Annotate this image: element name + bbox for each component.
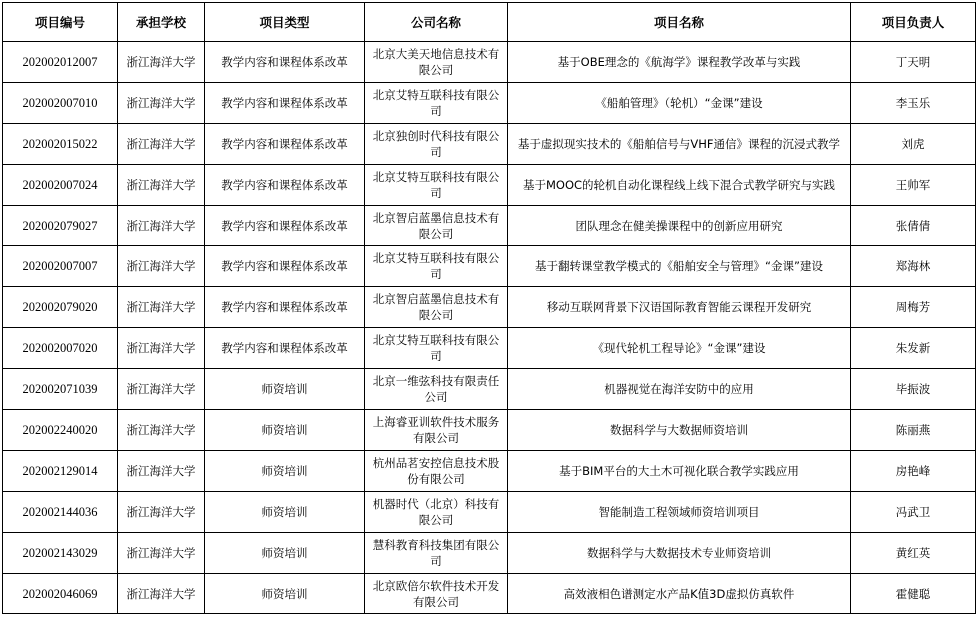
- table-row: [3, 205, 976, 246]
- table-row: [3, 573, 976, 614]
- project-leader-cell: 王帅军: [851, 164, 976, 205]
- company-name-cell: 北京大美天地信息技术有限公司: [365, 42, 508, 83]
- project-type-cell: 教学内容和课程体系改革: [205, 287, 365, 328]
- project-leader-cell: 丁天明: [851, 42, 976, 83]
- table-row: [3, 246, 976, 287]
- project-type-cell: 师资培训: [205, 450, 365, 491]
- project-code-cell: 202002012007: [3, 42, 118, 83]
- project-code-cell: 202002007024: [3, 164, 118, 205]
- school-cell: 浙江海洋大学: [118, 123, 205, 164]
- project-type-cell: 教学内容和课程体系改革: [205, 246, 365, 287]
- project-name-cell: 移动互联网背景下汉语国际教育智能云课程开发研究: [508, 287, 851, 328]
- school-cell: 浙江海洋大学: [118, 491, 205, 532]
- project-type-cell: 教学内容和课程体系改革: [205, 82, 365, 123]
- project-leader-cell: 陈丽燕: [851, 410, 976, 451]
- project-leader-cell: 房艳峰: [851, 450, 976, 491]
- header-project-code: 项目编号: [3, 3, 118, 42]
- project-name-cell: 基于虚拟现实技术的《船舶信号与VHF通信》课程的沉浸式教学: [508, 123, 851, 164]
- table-row: [3, 123, 976, 164]
- company-name-cell: 北京智启蓝墨信息技术有限公司: [365, 287, 508, 328]
- table-row: [3, 410, 976, 451]
- company-name-cell: 北京艾特互联科技有限公司: [365, 82, 508, 123]
- company-name-cell: 北京艾特互联科技有限公司: [365, 246, 508, 287]
- project-type-cell: 师资培训: [205, 369, 365, 410]
- project-name-cell: 基于OBE理念的《航海学》课程教学改革与实践: [508, 42, 851, 83]
- project-leader-cell: 黄红英: [851, 532, 976, 573]
- header-project-leader: 项目负责人: [851, 3, 976, 42]
- project-name-cell: 数据科学与大数据技术专业师资培训: [508, 532, 851, 573]
- table-row: [3, 532, 976, 573]
- school-cell: 浙江海洋大学: [118, 205, 205, 246]
- project-leader-cell: 朱发新: [851, 328, 976, 369]
- project-code-cell: 202002143029: [3, 532, 118, 573]
- company-name-cell: 机器时代（北京）科技有限公司: [365, 491, 508, 532]
- project-name-cell: 数据科学与大数据师资培训: [508, 410, 851, 451]
- company-name-cell: 北京艾特互联科技有限公司: [365, 328, 508, 369]
- project-type-cell: 师资培训: [205, 410, 365, 451]
- project-code-cell: 202002144036: [3, 491, 118, 532]
- projects-table: [2, 2, 976, 614]
- project-code-cell: 202002046069: [3, 573, 118, 614]
- school-cell: 浙江海洋大学: [118, 369, 205, 410]
- project-type-cell: 师资培训: [205, 573, 365, 614]
- company-name-cell: 北京欧倍尔软件技术开发有限公司: [365, 573, 508, 614]
- school-cell: 浙江海洋大学: [118, 410, 205, 451]
- school-cell: 浙江海洋大学: [118, 42, 205, 83]
- project-name-cell: 团队理念在健美操课程中的创新应用研究: [508, 205, 851, 246]
- project-name-cell: 基于BIM平台的大土木可视化联合教学实践应用: [508, 450, 851, 491]
- company-name-cell: 北京独创时代科技有限公司: [365, 123, 508, 164]
- table-row: [3, 287, 976, 328]
- school-cell: 浙江海洋大学: [118, 287, 205, 328]
- project-code-cell: 202002007020: [3, 328, 118, 369]
- project-code-cell: 202002071039: [3, 369, 118, 410]
- company-name-cell: 北京艾特互联科技有限公司: [365, 164, 508, 205]
- table-row: [3, 42, 976, 83]
- table-row: [3, 328, 976, 369]
- school-cell: 浙江海洋大学: [118, 82, 205, 123]
- table-row: [3, 491, 976, 532]
- header-company-name: 公司名称: [365, 3, 508, 42]
- project-type-cell: 教学内容和课程体系改革: [205, 42, 365, 83]
- project-code-cell: 202002079027: [3, 205, 118, 246]
- company-name-cell: 北京智启蓝墨信息技术有限公司: [365, 205, 508, 246]
- project-type-cell: 教学内容和课程体系改革: [205, 123, 365, 164]
- table-row: [3, 164, 976, 205]
- school-cell: 浙江海洋大学: [118, 532, 205, 573]
- company-name-cell: 慧科教育科技集团有限公司: [365, 532, 508, 573]
- company-name-cell: 北京一维弦科技有限责任公司: [365, 369, 508, 410]
- table-row: [3, 82, 976, 123]
- header-project-type: 项目类型: [205, 3, 365, 42]
- project-name-cell: 《船舶管理》（轮机）“金课”建设: [508, 82, 851, 123]
- project-leader-cell: 周梅芳: [851, 287, 976, 328]
- project-leader-cell: 刘虎: [851, 123, 976, 164]
- school-cell: 浙江海洋大学: [118, 328, 205, 369]
- header-row: [3, 3, 976, 42]
- project-type-cell: 教学内容和课程体系改革: [205, 164, 365, 205]
- project-leader-cell: 李玉乐: [851, 82, 976, 123]
- project-leader-cell: 张倩倩: [851, 205, 976, 246]
- header-project-name: 项目名称: [508, 3, 851, 42]
- header-school: 承担学校: [118, 3, 205, 42]
- project-leader-cell: 郑海林: [851, 246, 976, 287]
- project-name-cell: 机器视觉在海洋安防中的应用: [508, 369, 851, 410]
- project-name-cell: 高效液相色谱测定水产品K值3D虚拟仿真软件: [508, 573, 851, 614]
- project-name-cell: 基于MOOC的轮机自动化课程线上线下混合式教学研究与实践: [508, 164, 851, 205]
- school-cell: 浙江海洋大学: [118, 450, 205, 491]
- project-code-cell: 202002007007: [3, 246, 118, 287]
- project-leader-cell: 毕振波: [851, 369, 976, 410]
- company-name-cell: 上海睿亚训软件技术服务有限公司: [365, 410, 508, 451]
- table-row: [3, 369, 976, 410]
- project-leader-cell: 冯武卫: [851, 491, 976, 532]
- project-type-cell: 师资培训: [205, 491, 365, 532]
- project-code-cell: 202002079020: [3, 287, 118, 328]
- project-code-cell: 202002015022: [3, 123, 118, 164]
- project-code-cell: 202002240020: [3, 410, 118, 451]
- project-type-cell: 教学内容和课程体系改革: [205, 328, 365, 369]
- project-name-cell: 智能制造工程领域师资培训项目: [508, 491, 851, 532]
- school-cell: 浙江海洋大学: [118, 573, 205, 614]
- table-body: [3, 42, 976, 614]
- company-name-cell: 杭州品茗安控信息技术股份有限公司: [365, 450, 508, 491]
- project-name-cell: 《现代轮机工程导论》“金课”建设: [508, 328, 851, 369]
- project-type-cell: 教学内容和课程体系改革: [205, 205, 365, 246]
- project-code-cell: 202002129014: [3, 450, 118, 491]
- table-row: [3, 450, 976, 491]
- project-name-cell: 基于翻转课堂教学模式的《船舶安全与管理》“金课”建设: [508, 246, 851, 287]
- school-cell: 浙江海洋大学: [118, 164, 205, 205]
- project-code-cell: 202002007010: [3, 82, 118, 123]
- school-cell: 浙江海洋大学: [118, 246, 205, 287]
- project-type-cell: 师资培训: [205, 532, 365, 573]
- project-leader-cell: 霍健聪: [851, 573, 976, 614]
